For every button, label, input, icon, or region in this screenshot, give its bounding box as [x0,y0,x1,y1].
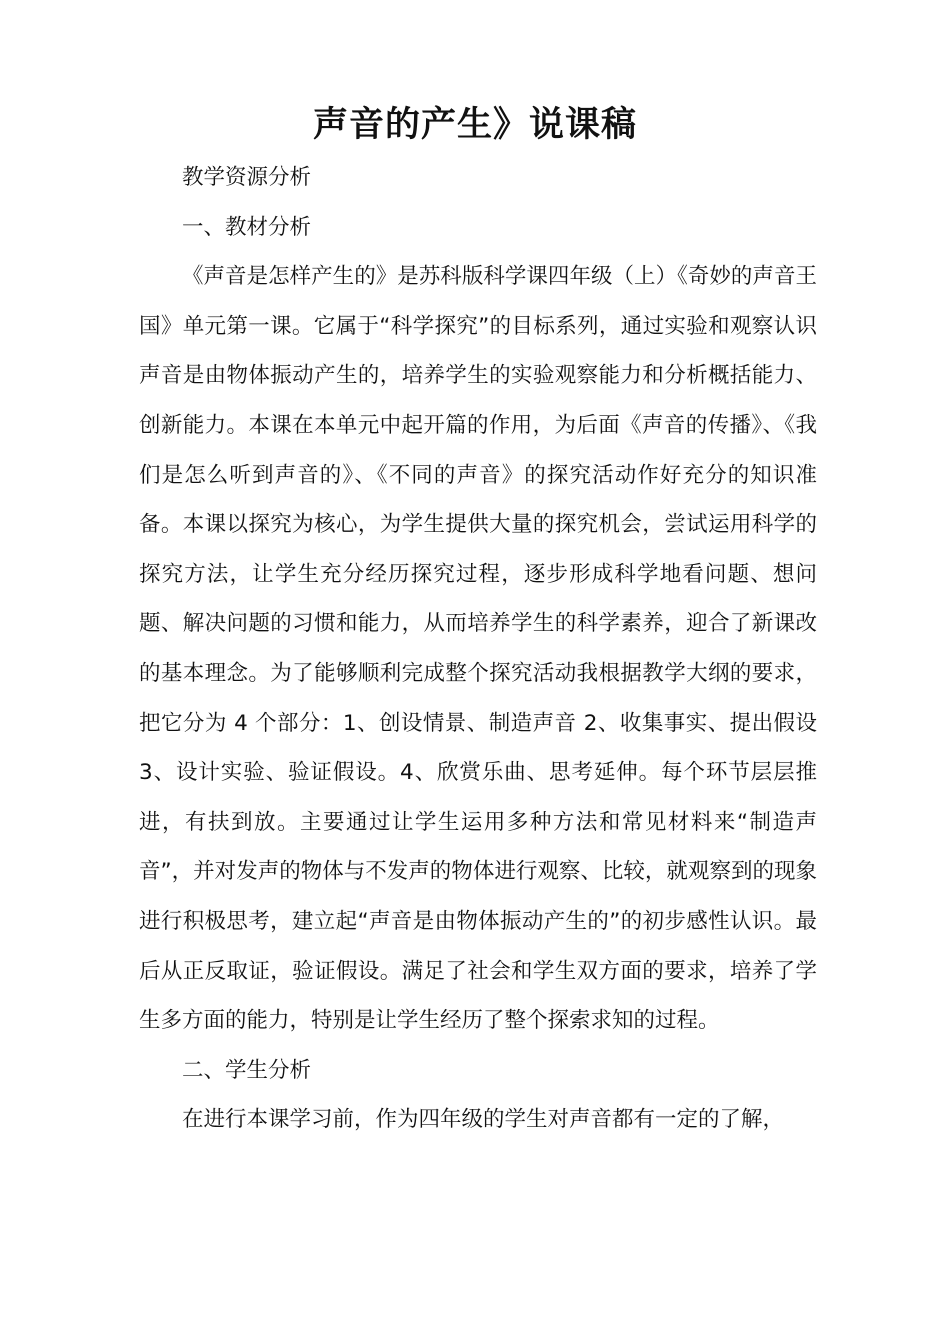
heading-textbook-analysis: 一、教材分析 [182,214,312,240]
paragraph-textbook-analysis: 《声音是怎样产生的》是苏科版科学课四年级（上）《奇妙的声音王国》单元第一课。它属于“科学探究”的目标系列，通过实验和观察认识声音是由物体振动产生的，培养学生的实验观察能力和分析概括能力、创新能力。本课在本单元中起开篇的作用，为后面《声音的传播》、《我们是怎么听到声音的》、《不同的声音》的探究活动作好充分的知识准备。本课以探究为核心，为学生提供大量的探究机会，尝试运用科学的探究方法，让学生充分经历探究过程，逐步形成科学地看问题、想问题、解决问题的习惯和能力，从而培养学生的科学素养，迎合了新课改的基本理念。为了能够顺利完成整个探究活动我根据教学大纲的要求，把它分为 4 个部分：1、创设情景、制造声音 2、收集事实、提出假设 3、设计实验、验证假设。4、欣赏乐曲、思考延伸。每个环节层层推进，有扶到放。主要通过让学生运用多种方法和常见材料来“制造声音”，并对发声的物体与不发声的物体进行观察、比较，就观察到的现象进行积极思考，建立起“声音是由物体振动产生的”的初步感性认识。最后从正反取证，验证假设。满足了社会和学生双方面的要求，培养了学生多方面的能力，特别是让学生经历了整个探索求知的过程。 [139,264,817,1034]
document-body [139,153,817,1145]
heading-student-analysis: 二、学生分析 [182,1057,312,1083]
paragraph-student-analysis: 在进行本课学习前，作为四年级的学生对声音都有一定的了解， [182,1107,785,1133]
section-title-resource-analysis: 教学资源分析 [182,165,312,190]
document-title: 声音的产生》说课稿 [312,105,637,145]
